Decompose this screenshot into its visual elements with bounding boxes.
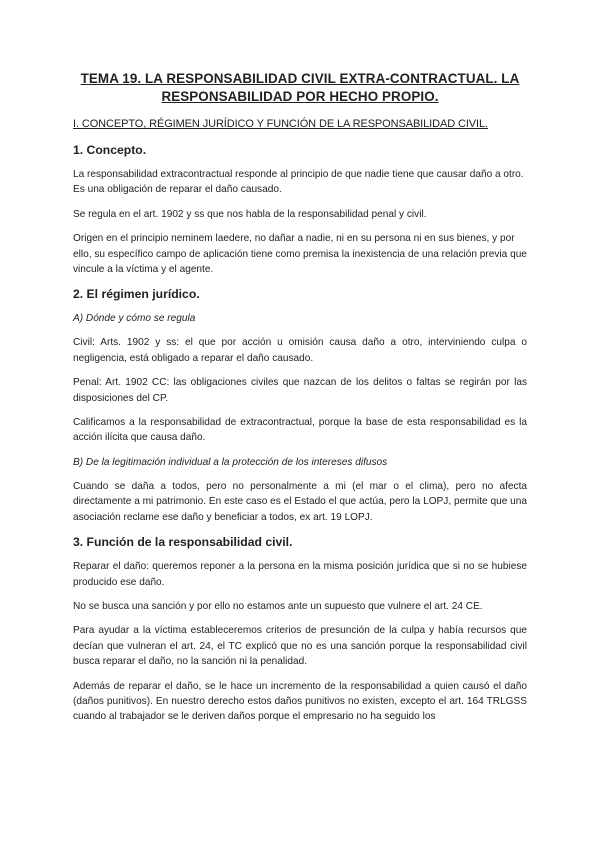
paragraph: Origen en el principio neminem laedere, no dañar a nadie, ni en su persona ni en sus bienes, y por ello, su específico campo de aplicación tiene como premisa la inexistencia de una relación previa que vincule a la víctima y el agente. [73,233,527,276]
heading-concepto: 1. Concepto. [73,143,147,157]
paragraph: Además de reparar el daño, se le hace un incremento de la responsabilidad a quien causó el daño (daños punitivos). En nuestro derecho estos daños punitivos no existen, excepto el art. 164 TRLGSS cuando al trabajador se le deriven daños porque el empresario no ha seguido los [73,680,527,723]
paragraph: Para ayudar a la víctima estableceremos criterios de presunción de la culpa y había recursos que decían que vulneran el art. 24, el TC explicó que no es una sanción porque la responsabilidad civil busca reparar el daño, no la sanción ni la penalidad. [73,625,527,668]
paragraph: Cuando se daña a todos, pero no personalmente a mi (el mar o el clima), pero no afecta directamente a mi patrimonio. En este caso es el Estado el que actúa, pero la LOPJ, permite que una asociación reclame ese daño y beneficiar a todos, ex art. 19 LOPJ. [73,480,527,523]
paragraph: Calificamos a la responsabilidad de extracontractual, porque la base de esta responsabilidad es la acción ilícita que causa daño. [73,417,527,444]
paragraph: Reparar el daño: queremos reponer a la persona en la misma posición jurídica que si no se hubiese producido ese daño. [73,561,527,588]
paragraph: Se regula en el art. 1902 y ss que nos habla de la responsabilidad penal y civil. [73,208,427,220]
document-title: TEMA 19. LA RESPONSABILIDAD CIVIL EXTRA-CONTRACTUAL. LA RESPONSABILIDAD POR HECHO PROPIO. [80,71,520,104]
paragraph: No se busca una sanción y por ello no estamos ante un supuesto que vulnere el art. 24 CE. [73,600,483,612]
paragraph: Civil: Arts. 1902 y ss: el que por acción u omisión causa daño a otro, interviniendo culpa o negligencia, está obligado a reparar el daño causado. [73,337,527,364]
paragraph: La responsabilidad extracontractual responde al principio de que nadie tiene que causar daño a otro. Es una obligación de reparar el daño causado. [73,169,524,196]
heading-regimen-juridico: 2. El régimen jurídico. [73,287,200,302]
section-heading: I. CONCEPTO, RÉGIMEN JURÍDICO Y FUNCIÓN DE LA RESPONSABILIDAD CIVIL. [73,118,488,130]
subheading-donde-como: A) Dónde y cómo se regula [73,313,196,325]
heading-funcion: 3. Función de la responsabilidad civil. [73,535,293,550]
paragraph: Penal: Art. 1902 CC: las obligaciones civiles que nazcan de los delitos o faltas se regirán por las disposiciones del CP. [73,377,527,404]
subheading-legitimacion: B) De la legitimación individual a la protección de los intereses difusos [73,456,388,468]
